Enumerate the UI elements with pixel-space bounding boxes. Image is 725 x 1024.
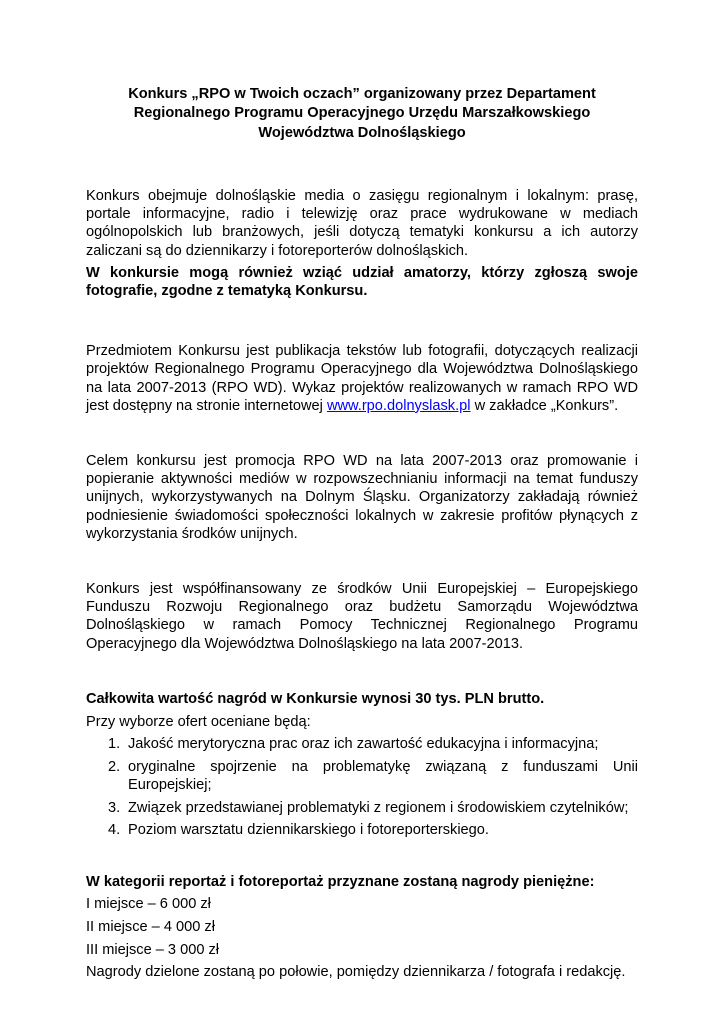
subject-paragraph — [86, 342, 638, 415]
criteria-item-text: Poziom warsztatu dziennikarskiego i fotoreporterskiego. — [128, 822, 489, 839]
intro-paragraph: Konkurs obejmuje dolnośląskie media o zasięgu regionalnym i lokalnym: prasę, portale informacyjne, radio i telewizję oraz prace wydrukowane w mediach ogólnopolskich lub branżowych, jeśli dotyczą tematyki konkursu a ich autorzy zaliczani są do dziennikarzy i fotoreporterów dolnośląskich. — [86, 187, 638, 259]
title-line-1: Konkurs „RPO w Twoich oczach” organizowany przez Departament — [128, 86, 596, 102]
criteria-item — [86, 799, 638, 817]
criteria-item-number: 3. — [108, 799, 121, 816]
criteria-item-text: Jakość merytoryczna prac oraz ich zawartość edukacyjna i informacyjna; — [128, 736, 599, 753]
title-line-3: Województwa Dolnośląskiego — [258, 124, 466, 141]
prize-split-note: Nagrody dzielone zostaną po połowie, pomiędzy dziennikarza / fotografa i redakcję. — [86, 964, 626, 981]
prize-third-place: III miejsce – 3 000 zł — [86, 941, 220, 958]
category-heading: W kategorii reportaż i fotoreportaż przyznane zostaną nagrody pieniężne: — [86, 873, 595, 890]
criteria-item-number: 1. — [108, 736, 121, 753]
criteria-item-text: Związek przedstawianej problematyki z regionem i środowiskiem czytelników; — [128, 799, 629, 816]
title-line-2: Regionalnego Programu Operacyjnego Urzędu Marszałkowskiego — [133, 105, 591, 122]
criteria-item-text: oryginalne spojrzenie na problematykę związaną z funduszami Unii Europejskiej; — [128, 758, 638, 794]
prize-first-place: I miejsce – 6 000 zł — [86, 896, 211, 913]
criteria-item — [86, 821, 638, 839]
criteria-list — [86, 735, 638, 840]
funding-paragraph: Konkurs jest współfinansowany ze środków Unii Europejskiej – Europejskiego Funduszu Rozwoju Regionalnego oraz budżetu Samorządu Województwa Dolnośląskiego w ramach Pomocy Technicznej Regionalnego Programu Operacyjnego dla Województwa Dolnośląskiego na lata 2007-2013. — [86, 580, 638, 652]
criteria-item — [86, 735, 638, 753]
prizes-total: Całkowita wartość nagród w Konkursie wynosi 30 tys. PLN brutto. — [86, 690, 545, 707]
goal-paragraph: Celem konkursu jest promocja RPO WD na lata 2007-2013 oraz promowanie i popieranie aktywności mediów w rozpowszechnianiu informacji na temat funduszy unijnych, wykorzystywanych na Dolnym Śląsku. Organizatorzy zakładają również podniesienie świadomości społeczności lokalnych w zakresie profitów płynących z wykorzystania środków unijnych. — [86, 452, 638, 542]
rpo-website-link[interactable]: www.rpo.dolnyslask.pl — [326, 397, 471, 414]
criteria-intro: Przy wyborze ofert oceniane będą: — [86, 713, 311, 730]
subject-text-after-link: w zakładce „Konkurs”. — [470, 397, 619, 414]
document-title — [86, 85, 638, 143]
criteria-item — [86, 758, 638, 794]
subject-text-before-link: Przedmiotem Konkursu jest publikacja tekstów lub fotografii, dotyczących realizacji projektów Regionalnego Programu Operacyjnego dla Województwa Dolnośląskiego na lata 2007-2013 (RPO WD). Wykaz projektów realizowanych w ramach RPO WD jest dostępny na stronie internetowej — [86, 343, 638, 414]
amateurs-paragraph: W konkursie mogą również wziąć udział amatorzy, którzy zgłoszą swoje fotografie, zgodne z tematyką Konkursu. — [86, 264, 638, 299]
criteria-item-number: 2. — [108, 758, 121, 775]
criteria-item-number: 4. — [108, 822, 121, 839]
document-page — [86, 85, 638, 982]
prize-second-place: II miejsce – 4 000 zł — [86, 919, 215, 936]
